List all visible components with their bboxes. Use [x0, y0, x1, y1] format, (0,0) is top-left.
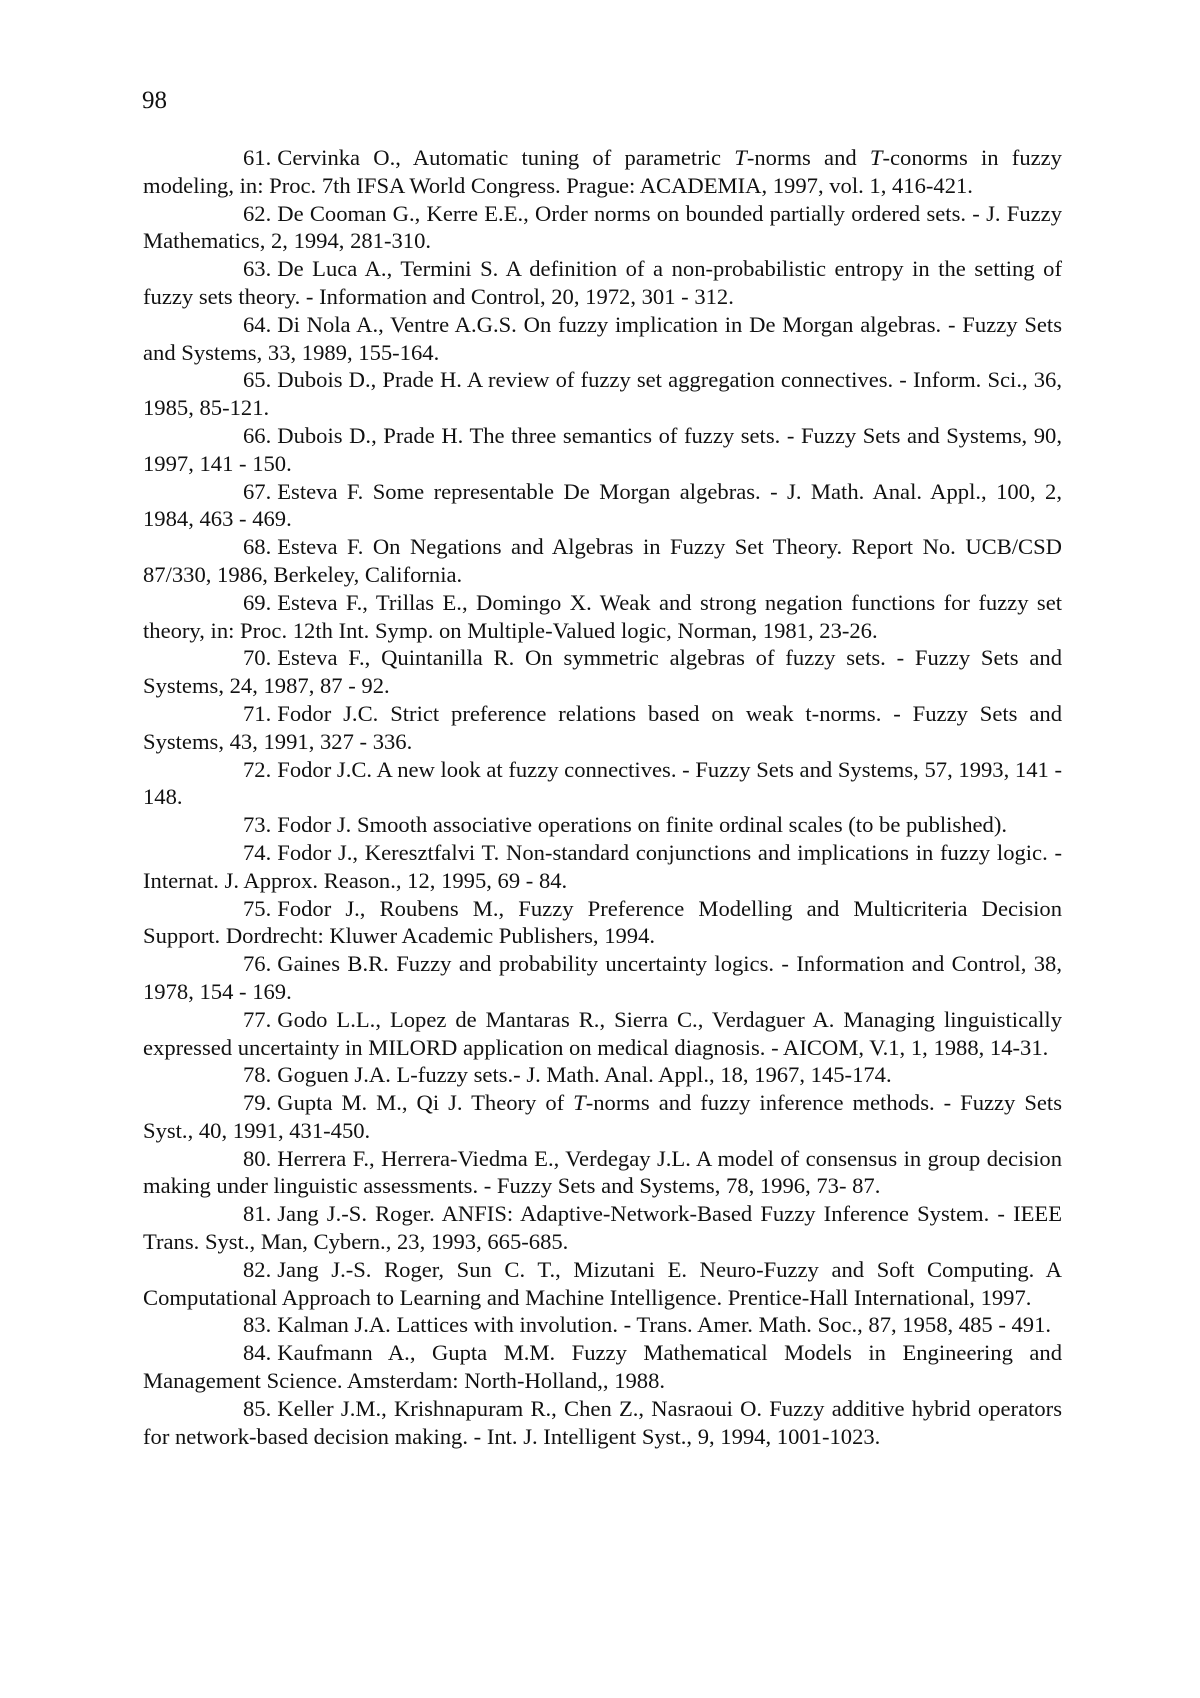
- reference-item: [143, 756, 1062, 812]
- reference-item: [143, 950, 1062, 1006]
- reference-text: Gupta M. M., Qi J. Theory of: [277, 1090, 574, 1116]
- reference-text: Fodor J. Smooth associative operations on finite ordinal scales (to be published).: [277, 812, 1008, 838]
- reference-item: [143, 644, 1062, 700]
- reference-text: Gaines B.R. Fuzzy and probability uncertainty logics. - Information and Control, 38, 1978, 154 - 169.: [143, 951, 1062, 1004]
- reference-number: 72.: [243, 756, 272, 782]
- reference-item: [143, 1200, 1062, 1256]
- reference-item: [143, 533, 1062, 589]
- reference-text: Esteva F., Trillas E., Domingo X. Weak and strong negation functions for fuzzy set theory, in: Proc. 12th Int. Symp. on Multiple-Valued logic, Norman, 1981, 23-26.: [143, 589, 1062, 643]
- reference-text: Esteva F., Quintanilla R. On symmetric algebras of fuzzy sets. - Fuzzy Sets and Systems, 24, 1987, 87 - 92.: [143, 645, 1062, 699]
- reference-text: Esteva F. Some representable De Morgan algebras. - J. Math. Anal. Appl., 100, 2, 1984, 463 - 469.: [143, 478, 1062, 532]
- reference-item: [143, 700, 1062, 756]
- reference-number: 76.: [243, 951, 272, 977]
- reference-text: De Cooman G., Kerre E.E., Order norms on bounded partially ordered sets. - J. Fuzzy Mathematics, 2, 1994, 281-310.: [143, 200, 1062, 254]
- reference-item: [143, 1089, 1062, 1145]
- reference-number: 71.: [243, 700, 272, 726]
- reference-number: 83.: [243, 1312, 272, 1338]
- reference-text: Dubois D., Prade H. A review of fuzzy set aggregation connectives. - Inform. Sci., 36, 1985, 85-121.: [143, 367, 1062, 421]
- reference-item: [143, 422, 1062, 478]
- reference-number: 79.: [243, 1090, 272, 1116]
- reference-number: 64.: [243, 311, 272, 337]
- reference-text: Fodor J.C. A new look at fuzzy connectives. - Fuzzy Sets and Systems, 57, 1993, 141 - 148.: [143, 756, 1062, 810]
- reference-item: [143, 1256, 1062, 1312]
- reference-item: [143, 1395, 1062, 1451]
- reference-number: 74.: [243, 839, 272, 865]
- reference-text: Keller J.M., Krishnapuram R., Chen Z., Nasraoui O. Fuzzy additive hybrid operators for network-based decision making. - Int. J. Intelligent Syst., 9, 1994, 1001-1023.: [143, 1395, 1062, 1449]
- reference-number: 85.: [243, 1395, 272, 1421]
- reference-text: Kaufmann A., Gupta M.M. Fuzzy Mathematical Models in Engineering and Management Science. Amsterdam: North-Holland,, 1988.: [143, 1340, 1062, 1394]
- reference-text: Cervinka O., Automatic tuning of parametric: [277, 145, 735, 170]
- reference-item: [143, 200, 1062, 256]
- reference-number: 78.: [243, 1062, 272, 1088]
- reference-item: [143, 1061, 1062, 1089]
- reference-text: Herrera F., Herrera-Viedma E., Verdegay J.L. A model of consensus in group decision making under linguistic assessments. - Fuzzy Sets and Systems, 78, 1996, 73- 87.: [143, 1145, 1062, 1199]
- reference-text: T: [734, 145, 747, 170]
- reference-item: [143, 366, 1062, 422]
- reference-number: 63.: [243, 256, 272, 282]
- reference-item: [143, 144, 1062, 200]
- reference-number: 65.: [243, 367, 272, 393]
- reference-number: 61.: [243, 145, 272, 170]
- reference-text: Goguen J.A. L-fuzzy sets.- J. Math. Anal. Appl., 18, 1967, 145-174.: [277, 1062, 892, 1088]
- reference-number: 69.: [243, 589, 272, 615]
- reference-number: 80.: [243, 1145, 272, 1171]
- reference-item: [143, 478, 1062, 534]
- reference-number: 62.: [243, 200, 272, 226]
- reference-item: [143, 1006, 1062, 1062]
- reference-text: Esteva F. On Negations and Algebras in Fuzzy Set Theory. Report No. UCB/CSD 87/330, 1986, Berkeley, California.: [143, 534, 1062, 587]
- reference-list: [143, 144, 1062, 1450]
- reference-text: -conorms in fuzzy modeling, in: Proc. 7th IFSA World Congress. Prague: ACADEMIA, 1997, vol. 1, 416-421.: [143, 145, 1062, 198]
- reference-number: 84.: [243, 1340, 272, 1366]
- reference-number: 77.: [243, 1006, 272, 1032]
- reference-item: [143, 1339, 1062, 1395]
- reference-text: T: [573, 1090, 586, 1116]
- reference-item: [143, 1145, 1062, 1201]
- reference-text: -norms and fuzzy inference methods. - Fuzzy Sets Syst., 40, 1991, 431-450.: [143, 1090, 1062, 1143]
- reference-item: [143, 589, 1062, 645]
- reference-item: [143, 1311, 1062, 1339]
- reference-number: 81.: [243, 1201, 272, 1227]
- reference-text: De Luca A., Termini S. A definition of a non-probabilistic entropy in the setting of fuzzy sets theory. - Information and Control, 20, 1972, 301 - 312.: [143, 256, 1062, 309]
- reference-item: [143, 839, 1062, 895]
- reference-text: Jang J.-S. Roger. ANFIS: Adaptive-Network-Based Fuzzy Inference System. - IEEE Trans. Syst., Man, Cybern., 23, 1993, 665-685.: [143, 1201, 1062, 1255]
- reference-text: Dubois D., Prade H. The three semantics of fuzzy sets. - Fuzzy Sets and Systems, 90, 1997, 141 - 150.: [143, 422, 1062, 476]
- reference-text: Fodor J.C. Strict preference relations based on weak t-norms. - Fuzzy Sets and Systems, 43, 1991, 327 - 336.: [143, 700, 1062, 754]
- page-number: 98: [142, 87, 167, 114]
- reference-text: Di Nola A., Ventre A.G.S. On fuzzy implication in De Morgan algebras. - Fuzzy Sets and Systems, 33, 1989, 155-164.: [143, 311, 1062, 365]
- reference-number: 75.: [243, 895, 272, 921]
- reference-text: Kalman J.A. Lattices with involution. - Trans. Amer. Math. Soc., 87, 1958, 485 - 491.: [277, 1312, 1052, 1338]
- reference-text: Fodor J., Roubens M., Fuzzy Preference Modelling and Multicriteria Decision Support. Dordrecht: Kluwer Academic Publishers, 1994.: [143, 895, 1062, 949]
- reference-number: 73.: [243, 812, 272, 838]
- reference-item: [143, 895, 1062, 951]
- reference-number: 82.: [243, 1256, 272, 1282]
- reference-number: 70.: [243, 645, 272, 671]
- reference-text: Fodor J., Keresztfalvi T. Non-standard conjunctions and implications in fuzzy logic. - Internat. J. Approx. Reason., 12, 1995, 69 - 84.: [143, 839, 1062, 893]
- reference-text: Godo L.L., Lopez de Mantaras R., Sierra C., Verdaguer A. Managing linguistically expressed uncertainty in MILORD application on medical diagnosis. - AICOM, V.1, 1, 1988, 14-31.: [143, 1006, 1062, 1060]
- reference-text: -norms and: [746, 145, 870, 170]
- reference-number: 68.: [243, 534, 272, 560]
- reference-text: T: [869, 145, 883, 170]
- reference-item: [143, 811, 1062, 839]
- reference-item: [143, 255, 1062, 311]
- reference-text: Jang J.-S. Roger, Sun C. T., Mizutani E. Neuro-Fuzzy and Soft Computing. A Computational Approach to Learning and Machine Intelligence. Prentice-Hall International, 1997.: [143, 1256, 1062, 1310]
- reference-item: [143, 311, 1062, 367]
- reference-number: 66.: [243, 422, 272, 448]
- reference-number: 67.: [243, 478, 272, 504]
